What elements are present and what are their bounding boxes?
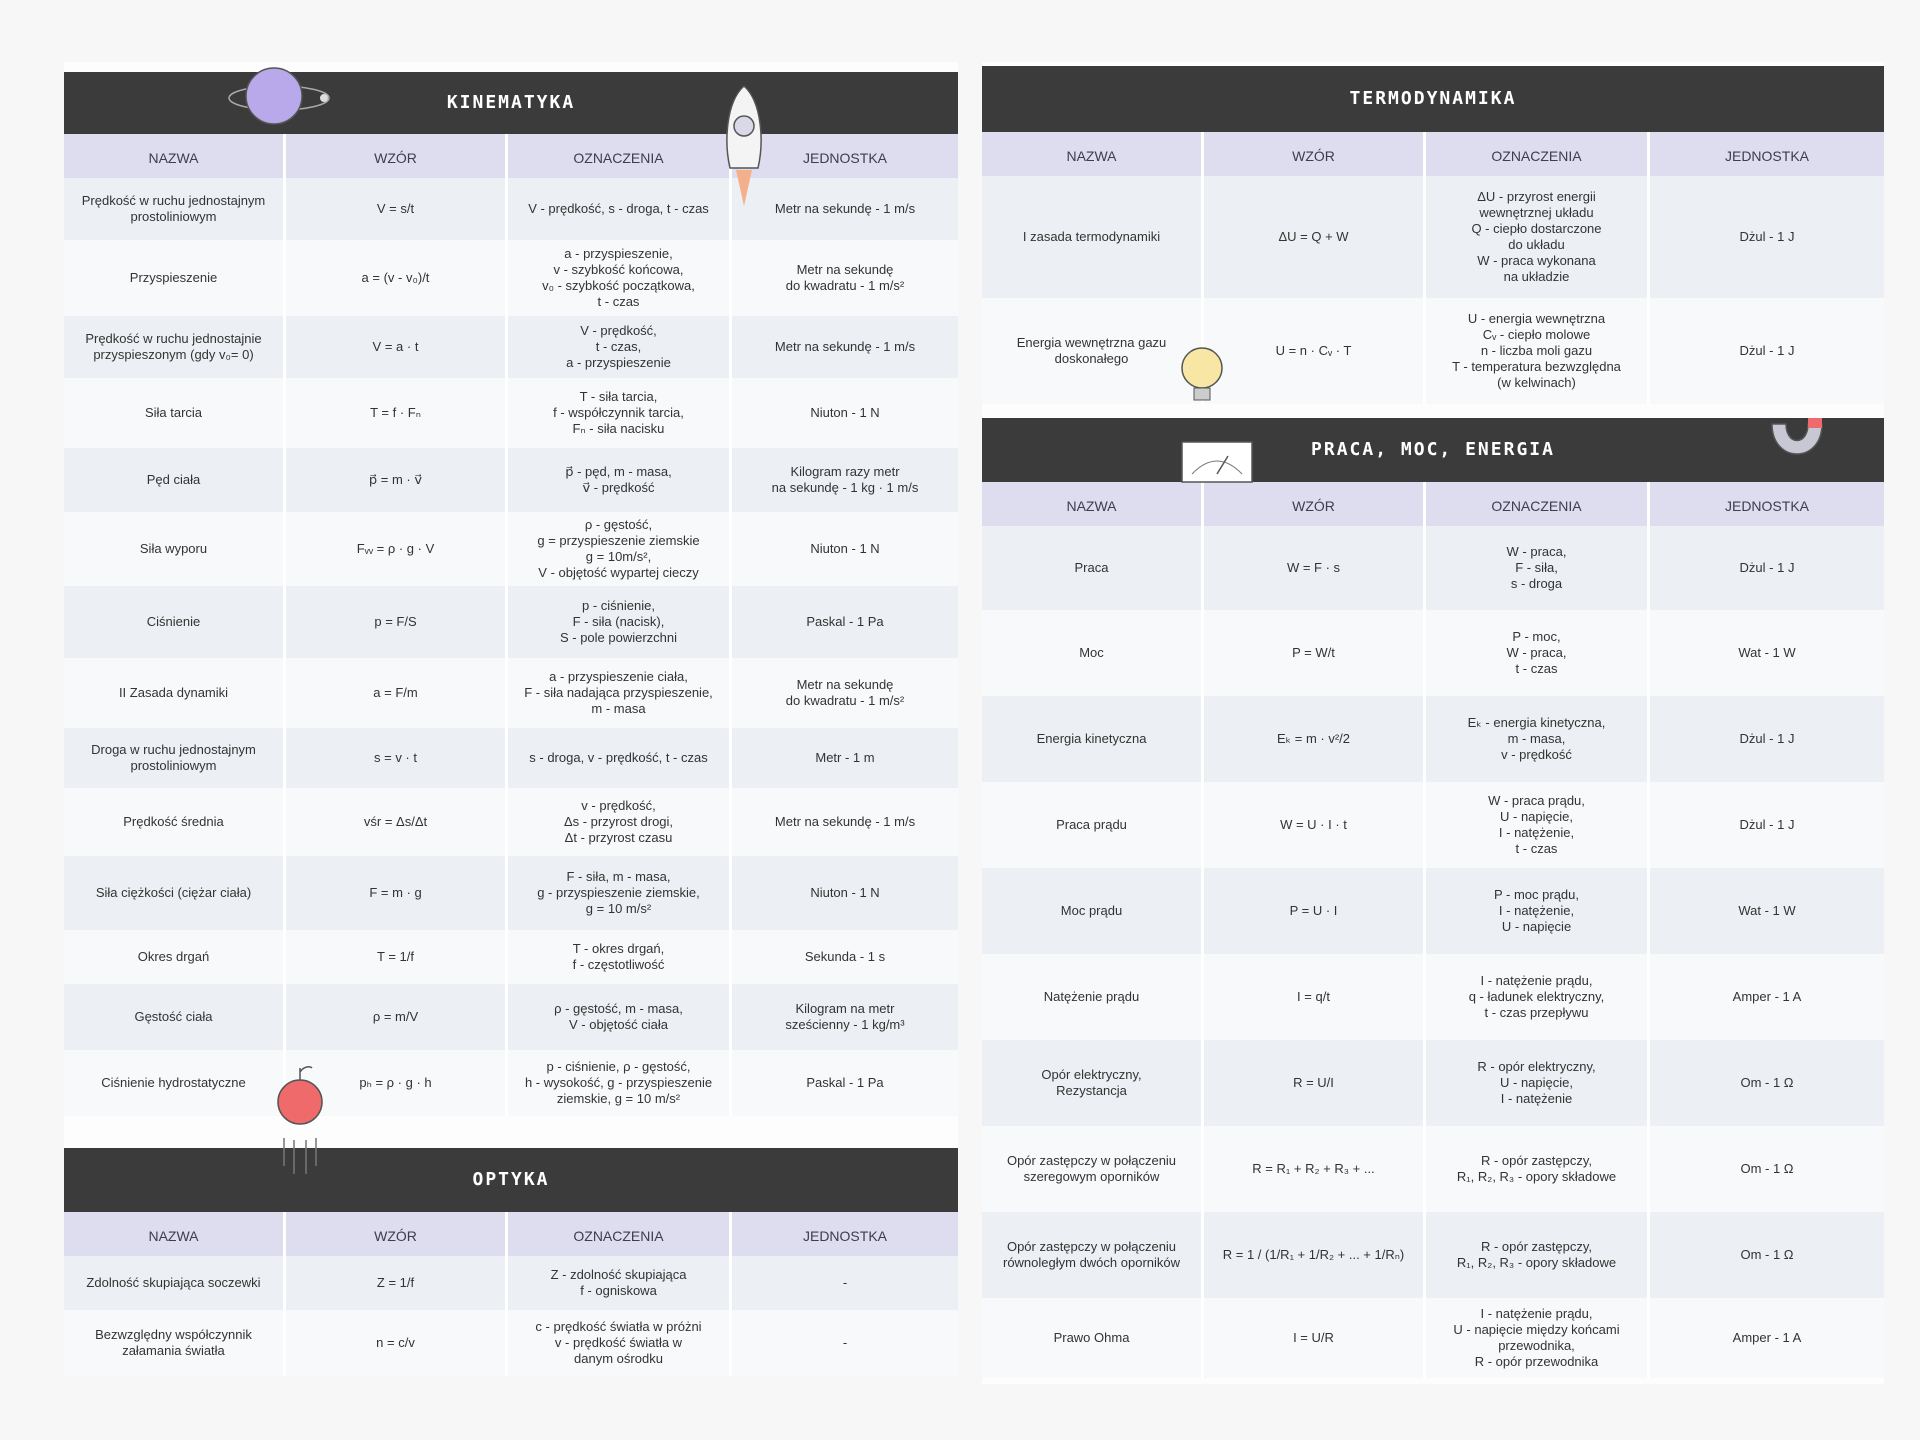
table-row (64, 316, 958, 378)
right-page (982, 62, 1884, 1384)
col-symbols: OZNACZENIA (508, 134, 732, 178)
row-name: II Zasada dynamiki (64, 658, 286, 728)
row-unit: Kilogram razy metr na sekundę - 1 kg · 1 m/s (771, 464, 919, 495)
row-formula: ρ = m/V (286, 984, 508, 1050)
termodynamika-table (982, 176, 1884, 404)
row-symbols: I - natężenie prądu, q - ładunek elektryczny, t - czas przepływu (1426, 954, 1650, 1040)
table-row (64, 1310, 958, 1376)
row-formula: W = F · s (1204, 526, 1426, 610)
col-formula: WZÓR (286, 134, 508, 178)
row-name: Prędkość w ruchu jednostajnie przyspieszonym (gdy v₀= 0) (64, 316, 286, 378)
col-formula: WZÓR (1204, 132, 1426, 176)
row-symbols: s - droga, v - prędkość, t - czas (508, 728, 732, 788)
table-row (64, 586, 958, 658)
row-unit: Dżul - 1 J (1739, 229, 1795, 244)
row-unit: Metr na sekundę do kwadratu - 1 m/s² (785, 262, 905, 293)
row-unit: Om - 1 Ω (1740, 1075, 1794, 1090)
table-row (982, 954, 1884, 1040)
table-row (982, 1298, 1884, 1378)
row-formula: T = f · Fₙ (286, 378, 508, 448)
row-name: Energia kinetyczna (982, 696, 1204, 782)
row-formula: p⃗ = m · v⃗ (286, 448, 508, 512)
row-symbols: R - opór elektryczny, U - napięcie, I - natężenie (1426, 1040, 1650, 1126)
table-row (982, 868, 1884, 954)
row-name: Ciśnienie hydrostatyczne (64, 1050, 286, 1116)
row-unit: Paskal - 1 Pa (806, 1075, 884, 1090)
row-name: Droga w ruchu jednostajnym prostoliniowym (64, 728, 286, 788)
row-name: Praca (982, 526, 1204, 610)
table-row (982, 696, 1884, 782)
row-unit: Dżul - 1 J (1739, 343, 1795, 358)
optyka-header (64, 1148, 958, 1212)
table-row (64, 240, 958, 316)
row-unit: Om - 1 Ω (1740, 1161, 1794, 1176)
row-formula: T = 1/f (286, 930, 508, 984)
row-formula: Z = 1/f (286, 1256, 508, 1310)
col-formula: WZÓR (1204, 482, 1426, 526)
table-row (982, 610, 1884, 696)
row-unit: Metr - 1 m (815, 750, 875, 765)
table-row (982, 176, 1884, 298)
optyka-title: OPTYKA (472, 1169, 550, 1190)
table-row (982, 782, 1884, 868)
row-formula: s = v · t (286, 728, 508, 788)
row-symbols: P - moc prądu, I - natężenie, U - napięcie (1426, 868, 1650, 954)
magnet-icon (1752, 404, 1842, 474)
row-formula: R = U/I (1204, 1040, 1426, 1126)
row-symbols: Eₖ - energia kinetyczna, m - masa, v - prędkość (1426, 696, 1650, 782)
termodynamika-title: TERMODYNAMIKA (1349, 88, 1517, 109)
row-name: Opór zastępczy w połączeniu równoległym dwóch oporników (982, 1212, 1204, 1298)
row-formula: ΔU = Q + W (1204, 176, 1426, 298)
row-unit: Sekunda - 1 s (804, 949, 886, 964)
row-formula: P = U · I (1204, 868, 1426, 954)
row-name: Energia wewnętrzna gazu doskonałego (982, 298, 1204, 404)
row-formula: V = a · t (286, 316, 508, 378)
row-symbols: V - prędkość, s - droga, t - czas (508, 178, 732, 240)
table-row (982, 526, 1884, 610)
row-formula: U = n · Cᵥ · T (1204, 298, 1426, 404)
row-symbols: R - opór zastępczy, R₁, R₂, R₃ - opory składowe (1426, 1126, 1650, 1212)
row-symbols: Z - zdolność skupiająca f - ogniskowa (508, 1256, 732, 1310)
row-symbols: p - ciśnienie, ρ - gęstość, h - wysokość, g - przyspieszenie ziemskie, g = 10 m/s² (508, 1050, 732, 1116)
row-formula: vśr = Δs/Δt (286, 788, 508, 856)
row-name: Okres drgań (64, 930, 286, 984)
table-row (64, 788, 958, 856)
praca-table (982, 526, 1884, 1378)
col-name: NAZWA (64, 134, 286, 178)
row-unit: Kilogram na metr sześcienny - 1 kg/m³ (785, 1001, 905, 1032)
kinematyka-column-headers (64, 134, 958, 178)
table-row (64, 512, 958, 586)
table-row (64, 1050, 958, 1116)
optyka-section (64, 1148, 958, 1376)
row-symbols: W - praca, F - siła, s - droga (1426, 526, 1650, 610)
row-unit: Metr na sekundę - 1 m/s (774, 814, 916, 829)
meter-icon (1178, 438, 1258, 492)
col-symbols: OZNACZENIA (1426, 482, 1650, 526)
row-unit: Niuton - 1 N (810, 541, 880, 556)
row-unit: Wat - 1 W (1738, 645, 1796, 660)
row-unit: Amper - 1 A (1732, 989, 1802, 1004)
left-page (64, 62, 958, 1364)
termodynamika-header (982, 66, 1884, 132)
row-symbols: V - prędkość, t - czas, a - przyspieszenie (508, 316, 732, 378)
row-symbols: v - prędkość, Δs - przyrost drogi, Δt - przyrost czasu (508, 788, 732, 856)
table-row (982, 1040, 1884, 1126)
table-row (64, 658, 958, 728)
row-formula: a = F/m (286, 658, 508, 728)
row-symbols: R - opór zastępczy, R₁, R₂, R₃ - opory składowe (1426, 1212, 1650, 1298)
row-symbols: c - prędkość światła w próżni v - prędkość światła w danym ośrodku (508, 1310, 732, 1376)
praca-column-headers (982, 482, 1884, 526)
row-name: Moc prądu (982, 868, 1204, 954)
row-name: Przyspieszenie (64, 240, 286, 316)
row-unit: Niuton - 1 N (810, 885, 880, 900)
table-row (982, 1212, 1884, 1298)
row-symbols: ρ - gęstość, g = przyspieszenie ziemskie g = 10m/s², V - objętość wypartej cieczy (508, 512, 732, 586)
row-formula: P = W/t (1204, 610, 1426, 696)
row-formula: Fᵥᵥ = ρ · g · V (286, 512, 508, 586)
row-unit: Metr na sekundę do kwadratu - 1 m/s² (785, 677, 905, 708)
praca-header (982, 418, 1884, 482)
row-symbols: U - energia wewnętrzna Cᵥ - ciepło molowe n - liczba moli gazu T - temperatura bezwzględna (w kelwinach) (1426, 298, 1650, 404)
col-unit: JEDNOSTKA (1724, 148, 1809, 164)
table-row (982, 1126, 1884, 1212)
row-name: Natężenie prądu (982, 954, 1204, 1040)
row-formula: I = U/R (1204, 1298, 1426, 1378)
planet-icon (224, 58, 334, 138)
row-unit: Niuton - 1 N (810, 405, 880, 420)
row-name: Prawo Ohma (982, 1298, 1204, 1378)
row-symbols: T - siła tarcia, f - współczynnik tarcia, Fₙ - siła nacisku (508, 378, 732, 448)
table-row (64, 728, 958, 788)
optyka-column-headers (64, 1212, 958, 1256)
row-unit: - (842, 1275, 848, 1290)
rocket-icon (714, 82, 774, 212)
row-formula: V = s/t (286, 178, 508, 240)
row-unit: Paskal - 1 Pa (806, 614, 884, 629)
row-unit: Om - 1 Ω (1740, 1247, 1794, 1262)
row-name: Siła wyporu (64, 512, 286, 586)
row-symbols: W - praca prądu, U - napięcie, I - natężenie, t - czas (1426, 782, 1650, 868)
table-row (64, 856, 958, 930)
table-row (982, 298, 1884, 404)
kinematyka-title: KINEMATYKA (446, 92, 576, 113)
col-formula: WZÓR (286, 1212, 508, 1256)
table-row (64, 1256, 958, 1310)
table-row (64, 930, 958, 984)
row-name: Moc (982, 610, 1204, 696)
row-formula: W = U · I · t (1204, 782, 1426, 868)
row-formula: n = c/v (286, 1310, 508, 1376)
table-row (64, 984, 958, 1050)
row-unit: Dżul - 1 J (1739, 817, 1795, 832)
row-formula: R = R₁ + R₂ + R₃ + ... (1204, 1126, 1426, 1212)
row-name: Gęstość ciała (64, 984, 286, 1050)
row-unit: Amper - 1 A (1732, 1330, 1802, 1345)
kinematyka-header (64, 72, 958, 134)
col-symbols: OZNACZENIA (508, 1212, 732, 1256)
praca-section (982, 418, 1884, 1378)
col-name: NAZWA (982, 132, 1204, 176)
col-symbols: OZNACZENIA (1426, 132, 1650, 176)
col-unit: JEDNOSTKA (802, 150, 887, 166)
row-unit: Metr na sekundę - 1 m/s (774, 339, 916, 354)
row-symbols: T - okres drgań, f - częstotliwość (508, 930, 732, 984)
row-name: Siła tarcia (64, 378, 286, 448)
row-name: Opór elektryczny, Rezystancja (982, 1040, 1204, 1126)
row-formula: I = q/t (1204, 954, 1426, 1040)
row-formula: Eₖ = m · v²/2 (1204, 696, 1426, 782)
col-name: NAZWA (982, 482, 1204, 526)
row-name: Ciśnienie (64, 586, 286, 658)
table-row (64, 378, 958, 448)
termodynamika-section (982, 66, 1884, 404)
col-unit: JEDNOSTKA (1724, 498, 1809, 514)
row-unit: Dżul - 1 J (1739, 560, 1795, 575)
row-name: Prędkość średnia (64, 788, 286, 856)
termodynamika-column-headers (982, 132, 1884, 176)
table-row (64, 448, 958, 512)
row-formula: pₕ = ρ · g · h (286, 1050, 508, 1116)
optyka-table (64, 1256, 958, 1376)
row-symbols: ρ - gęstość, m - masa, V - objętość ciała (508, 984, 732, 1050)
row-formula: p = F/S (286, 586, 508, 658)
row-name: Prędkość w ruchu jednostajnym prostoliniowym (64, 178, 286, 240)
row-name: I zasada termodynamiki (982, 176, 1204, 298)
row-symbols: a - przyspieszenie ciała, F - siła nadająca przyspieszenie, m - masa (508, 658, 732, 728)
table-row (64, 178, 958, 240)
col-unit: JEDNOSTKA (802, 1228, 887, 1244)
row-name: Pęd ciała (64, 448, 286, 512)
row-name: Siła ciężkości (ciężar ciała) (64, 856, 286, 930)
row-name: Zdolność skupiająca soczewki (64, 1256, 286, 1310)
row-name: Opór zastępczy w połączeniu szeregowym oporników (982, 1126, 1204, 1212)
praca-title: PRACA, MOC, ENERGIA (1311, 439, 1555, 460)
row-symbols: I - natężenie prądu, U - napięcie między końcami przewodnika, R - opór przewodnika (1426, 1298, 1650, 1378)
row-name: Bezwzględny współczynnik załamania światła (64, 1310, 286, 1376)
row-symbols: p - ciśnienie, F - siła (nacisk), S - pole powierzchni (508, 586, 732, 658)
row-symbols: p⃗ - pęd, m - masa, v⃗ - prędkość (508, 448, 732, 512)
row-symbols: P - moc, W - praca, t - czas (1426, 610, 1650, 696)
row-formula: R = 1 / (1/R₁ + 1/R₂ + ... + 1/Rₙ) (1204, 1212, 1426, 1298)
light-bulb-icon (1162, 334, 1242, 414)
kinematyka-section (64, 72, 958, 1116)
row-formula: F = m · g (286, 856, 508, 930)
row-unit: Dżul - 1 J (1739, 731, 1795, 746)
row-formula: a = (v - v₀)/t (286, 240, 508, 316)
row-symbols: F - siła, m - masa, g - przyspieszenie ziemskie, g = 10 m/s² (508, 856, 732, 930)
col-name: NAZWA (64, 1212, 286, 1256)
apple-icon (270, 1056, 330, 1186)
row-unit: Wat - 1 W (1738, 903, 1796, 918)
row-name: Praca prądu (982, 782, 1204, 868)
row-symbols: ΔU - przyrost energii wewnętrznej układu Q - ciepło dostarczone do układu W - praca wykonana na układzie (1426, 176, 1650, 298)
row-unit: - (842, 1335, 848, 1350)
kinematyka-table (64, 178, 958, 1116)
row-unit: Metr na sekundę - 1 m/s (774, 201, 916, 216)
row-symbols: a - przyspieszenie, v - szybkość końcowa, v₀ - szybkość początkowa, t - czas (508, 240, 732, 316)
